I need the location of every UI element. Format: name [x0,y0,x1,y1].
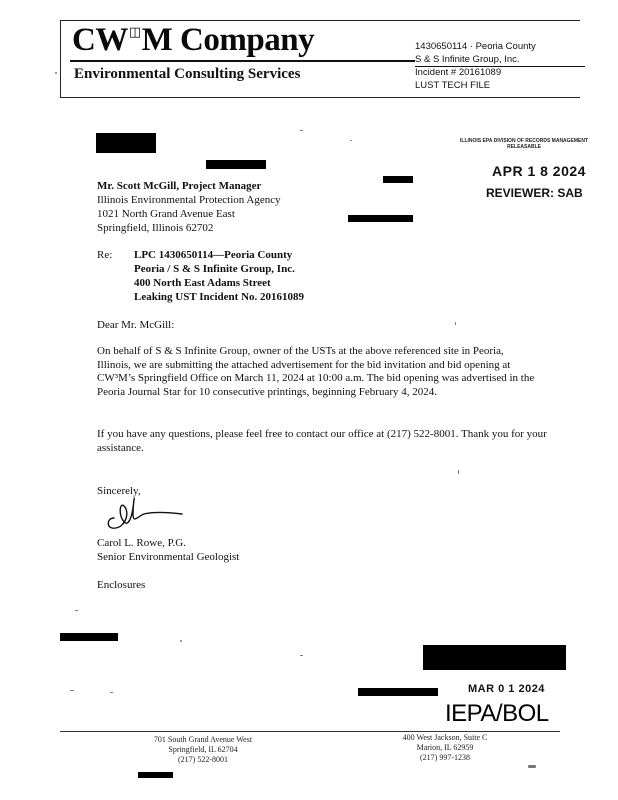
received-date-stamp-bottom: MAR 0 1 2024 [468,683,545,695]
redaction-bar [383,176,413,183]
cube-icon: ◫ [128,24,141,39]
footer-street: 400 West Jackson, Suite C [402,733,488,742]
letterhead-rule [70,60,415,62]
footer-address-marion [375,733,515,763]
closing: Sincerely, [97,485,141,497]
file-stamp-line: LUST TECH FILE [415,80,491,91]
handwritten-signature [100,490,190,535]
signatory-title: Senior Environmental Geologist [97,551,240,563]
recipient-city: Springfield, Illinois 62702 [97,222,214,234]
redaction-bar [358,688,438,696]
records-stamp-text: RELEASABLE [507,144,541,150]
file-stamp-underline [415,66,585,67]
redaction-bar [60,633,118,641]
redaction-bar [96,133,156,153]
company-logo [72,22,314,59]
company-name-part2: M Company [141,22,315,58]
scan-speckle [455,322,456,325]
records-stamp-text: ILLINOIS EPA DIVISION OF RECORDS MANAGEMENT [460,138,589,144]
file-stamp-line: Incident # 20161089 [415,67,502,78]
company-subtitle: Environmental Consulting Services [74,66,301,82]
file-stamp-line: S & S Infinite Group, Inc. [415,54,520,65]
received-date-stamp: APR 1 8 2024 [492,163,586,179]
re-line: 400 North East Adams Street [134,277,271,289]
salutation: Dear Mr. McGill: [97,319,175,331]
redaction-bar [423,645,566,670]
footer-street: 701 South Grand Avenue West [153,735,253,744]
footer-phone: (217) 522-8001 [178,755,228,764]
signatory-name: Carol L. Rowe, P.G. [97,537,186,549]
scan-speckle [300,655,303,656]
scan-speckle [180,640,182,642]
re-block [134,248,304,304]
office-stamp: IEPA/BOL [445,700,549,727]
footer-phone: (217) 997-1238 [420,753,470,762]
redaction-bar [348,215,413,222]
re-line: Peoria / S & S Infinite Group, Inc. [134,263,295,275]
recipient-name: Mr. Scott McGill, Project Manager [97,180,262,192]
re-line: LPC 1430650114—Peoria County [134,249,293,261]
recipient-agency: Illinois Environmental Protection Agency [97,194,281,206]
file-stamp-line: 1430650114 · Peoria County [415,41,536,52]
records-stamp-header [460,138,588,150]
scan-speckle [75,610,78,611]
footer-city: Marion, IL 62959 [416,743,474,752]
body-paragraph: If you have any questions, please feel free to contact our office at (217) 522-8001. Thank you for your assistance. [97,428,547,454]
signatory-block [97,536,239,564]
scan-speckle [55,72,57,74]
redaction-bar [138,772,173,778]
re-label: Re: [97,249,113,261]
re-line: Leaking UST Incident No. 20161089 [134,291,305,303]
redaction-bar [206,160,266,169]
recipient-address [97,179,281,235]
company-name-part1: CW [72,22,128,58]
enclosures-note: Enclosures [97,579,146,591]
recipient-street: 1021 North Grand Avenue East [97,208,235,220]
scan-speckle [458,470,459,474]
scan-speckle [350,140,352,141]
scan-speckle [300,130,303,131]
scan-speckle [70,690,74,691]
footer-rule [60,731,560,732]
footer-city: Springfield, IL 62704 [168,745,238,754]
footer-address-springfield [133,735,273,765]
scan-speckle [528,765,536,768]
reviewer-stamp: REVIEWER: SAB [486,186,583,200]
body-paragraph: On behalf of S & S Infinite Group, owner of the USTs at the above referenced site in Peoria, Illinois, we are submitting the attached advertisement for the bid invitation and bid opening at CW³M’s Springfield Office on March 11, 2024 at 10:00 a.m. The bid opening was advertised in the Peoria Journal Star for 10 consecutive printings, beginning February 4, 2024. [97,345,535,398]
scan-speckle [110,692,113,693]
